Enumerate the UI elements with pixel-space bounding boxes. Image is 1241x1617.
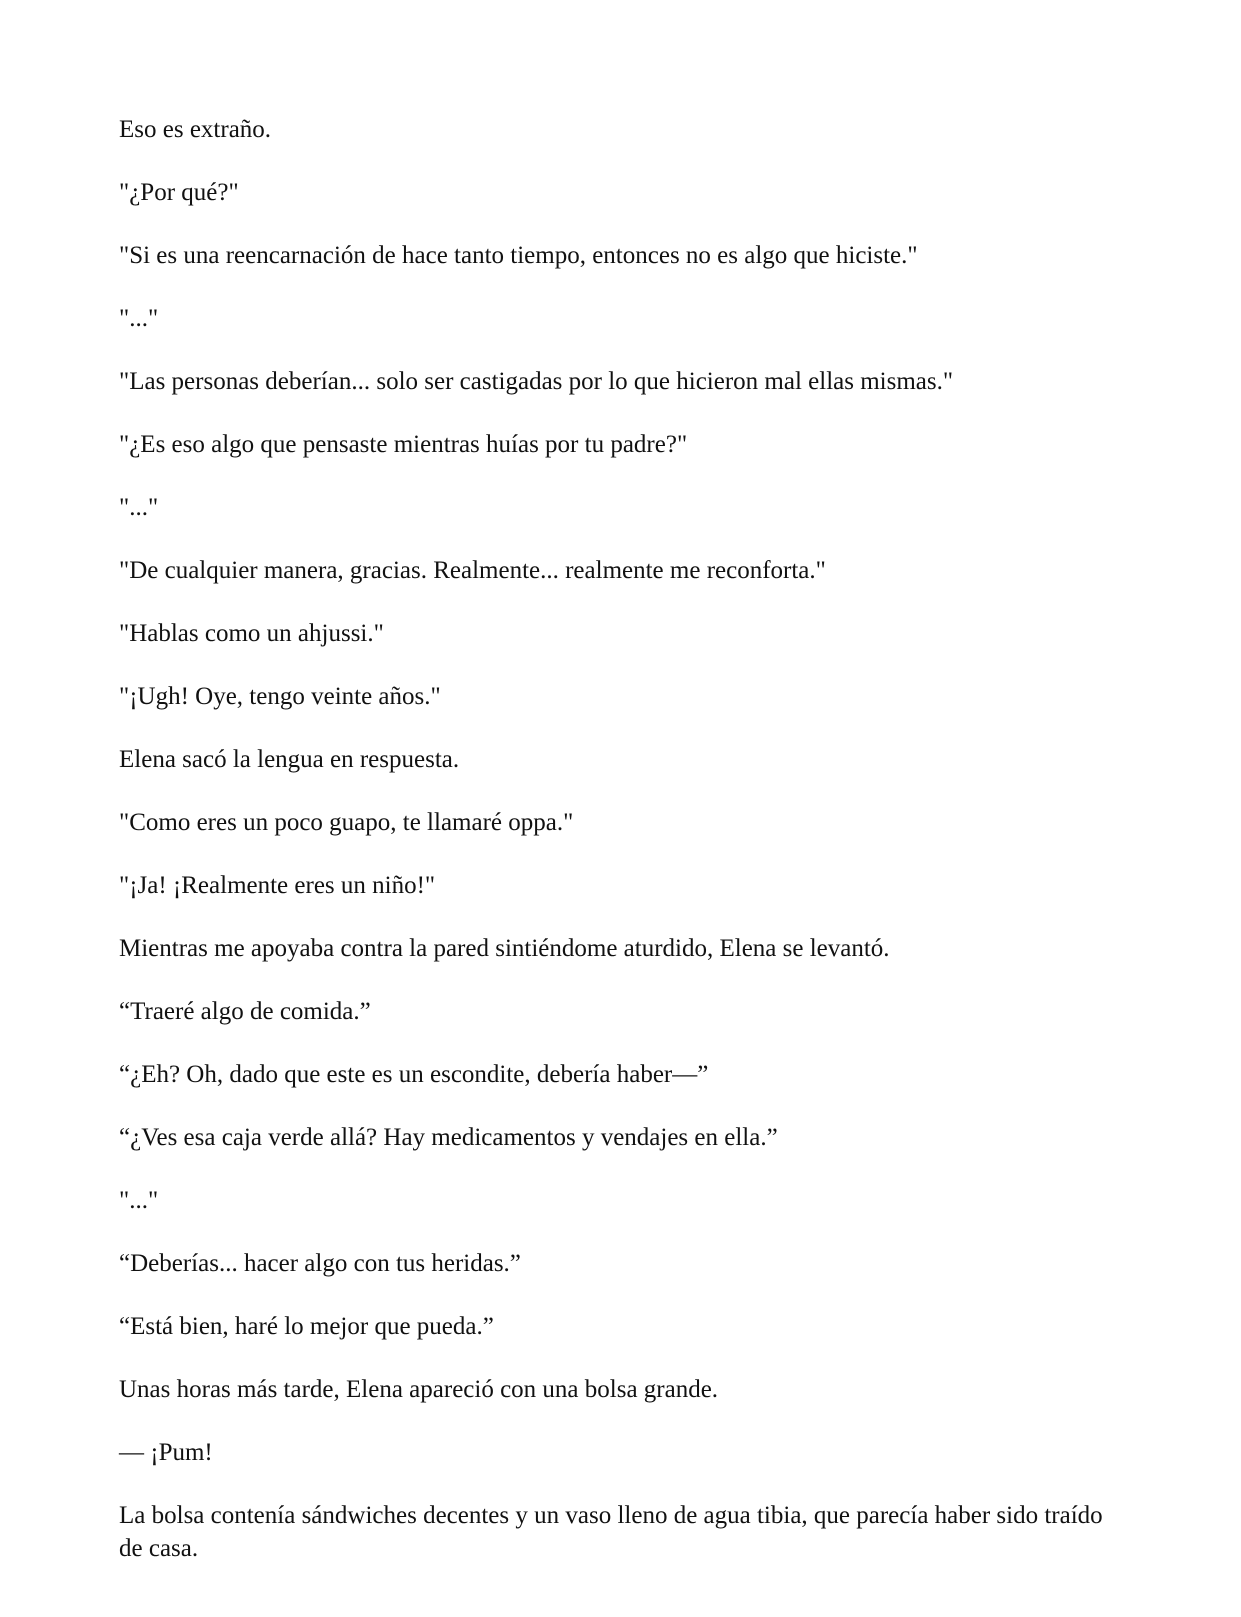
document-body [119, 113, 1129, 1565]
paragraph: “Deberías... hacer algo con tus heridas.” [119, 1250, 521, 1277]
paragraph: “¿Eh? Oh, dado que este es un escondite, debería haber—” [119, 1061, 709, 1088]
paragraph: "..." [119, 494, 159, 521]
paragraph: Elena sacó la lengua en respuesta. [119, 746, 460, 773]
paragraph: La bolsa contenía sándwiches decentes y un vaso lleno de agua tibia, que parecía haber sido traído de casa. [119, 1502, 1103, 1562]
paragraph: "Si es una reencarnación de hace tanto tiempo, entonces no es algo que hiciste." [119, 242, 918, 269]
paragraph: "Las personas deberían... solo ser castigadas por lo que hicieron mal ellas mismas." [119, 368, 954, 395]
paragraph: “¿Ves esa caja verde allá? Hay medicamentos y vendajes en ella.” [119, 1124, 778, 1151]
paragraph: "..." [119, 305, 159, 332]
paragraph: “Está bien, haré lo mejor que pueda.” [119, 1313, 494, 1340]
paragraph: "¡Ugh! Oye, tengo veinte años." [119, 683, 441, 710]
paragraph: "¿Es eso algo que pensaste mientras huías por tu padre?" [119, 431, 688, 458]
paragraph: “Traeré algo de comida.” [119, 998, 371, 1025]
paragraph: "¿Por qué?" [119, 179, 239, 206]
paragraph: Mientras me apoyaba contra la pared sintiéndome aturdido, Elena se levantó. [119, 935, 890, 962]
paragraph: "¡Ja! ¡Realmente eres un niño!" [119, 872, 436, 899]
paragraph: Unas horas más tarde, Elena apareció con una bolsa grande. [119, 1376, 719, 1403]
paragraph: "Hablas como un ahjussi." [119, 620, 384, 647]
paragraph: "De cualquier manera, gracias. Realmente... realmente me reconforta." [119, 557, 826, 584]
paragraph: — ¡Pum! [119, 1439, 213, 1466]
paragraph: "Como eres un poco guapo, te llamaré oppa." [119, 809, 574, 836]
paragraph: "..." [119, 1187, 159, 1214]
paragraph: Eso es extraño. [119, 116, 272, 143]
